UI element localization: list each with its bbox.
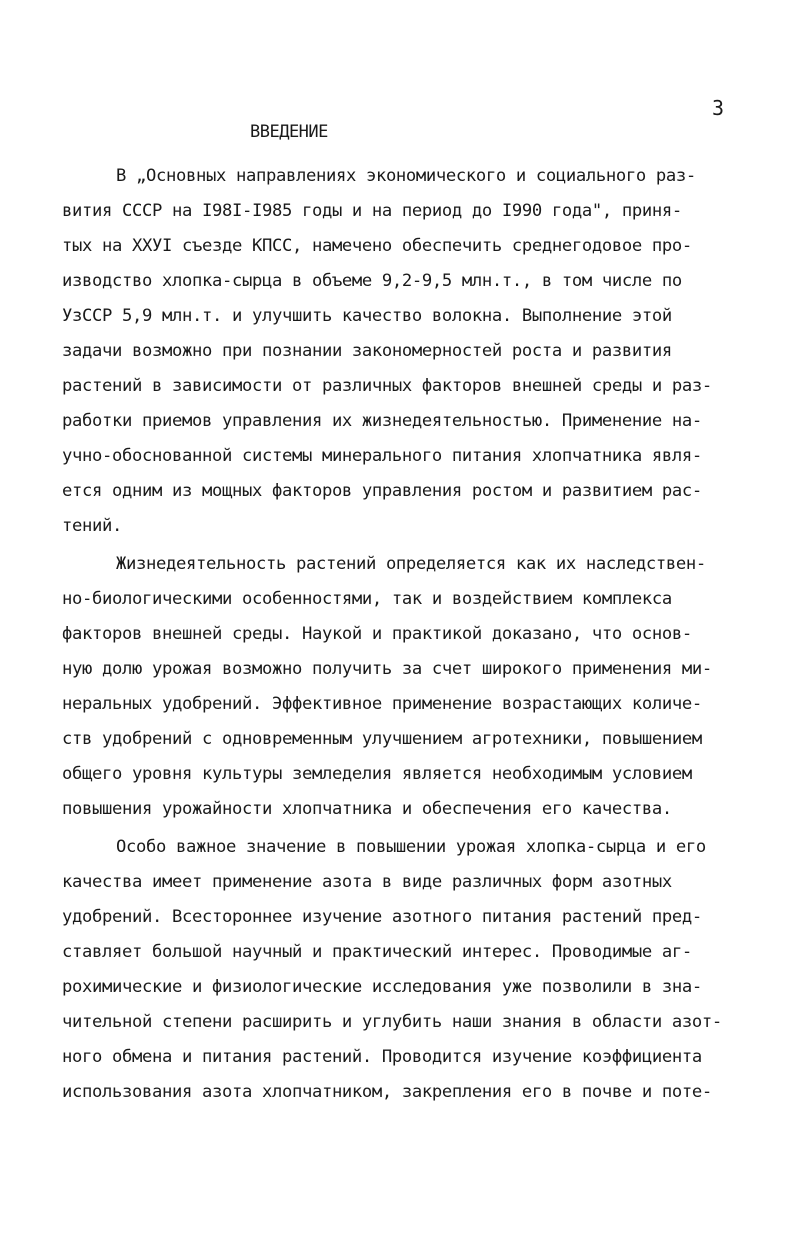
text-line: ного обмена и питания растений. Проводится изучение коэффициента: [62, 1047, 702, 1067]
text-line: тений.: [62, 516, 122, 536]
text-line: работки приемов управления их жизнедеятельностью. Применение на-: [62, 411, 702, 431]
text-line: изводство хлопка-сырца в объеме 9,2-9,5 млн.т., в том числе по: [62, 271, 682, 291]
text-line: Особо важное значение в повышении урожая хлопка-сырца и его: [116, 837, 706, 857]
text-line: задачи возможно при познании закономерностей роста и развития: [62, 341, 672, 361]
text-line: вития СССР на I98I-I985 годы и на период до I990 года", приня-: [62, 201, 682, 221]
text-line: чительной степени расширить и углубить наши знания в области азот-: [62, 1012, 722, 1032]
text-line: но-биологическими особенностями, так и воздействием комплекса: [62, 589, 672, 609]
text-line: ную долю урожая возможно получить за счет широкого применения ми-: [62, 659, 712, 679]
text-line: качества имеет применение азота в виде различных форм азотных: [62, 872, 672, 892]
text-line: рохимические и физиологические исследования уже позволили в зна-: [62, 977, 702, 997]
text-line: ств удобрений с одновременным улучшением агротехники, повышением: [62, 729, 702, 749]
text-line: повышения урожайности хлопчатника и обеспечения его качества.: [62, 799, 672, 819]
text-line: общего уровня культуры земледелия является необходимым условием: [62, 764, 692, 784]
text-line: ставляет большой научный и практический интерес. Проводимые аг-: [62, 942, 692, 962]
page-title: ВВЕДЕНИЕ: [250, 122, 328, 142]
text-line: тых на ХХУI съезде КПСС, намечено обеспечить среднегодовое про-: [62, 236, 692, 256]
text-line: В „Основных направлениях экономического и социального раз-: [116, 166, 696, 186]
text-line: Жизнедеятельность растений определяется как их наследствен-: [116, 554, 706, 574]
text-line: использования азота хлопчатником, закрепления его в почве и поте-: [62, 1082, 712, 1102]
page-number: 3: [712, 96, 725, 120]
text-line: УзССР 5,9 млн.т. и улучшить качество волокна. Выполнение этой: [62, 306, 672, 326]
text-line: учно-обоснованной системы минерального питания хлопчатника явля-: [62, 446, 702, 466]
text-line: неральных удобрений. Эффективное применение возрастающих количе-: [62, 694, 702, 714]
text-line: растений в зависимости от различных факторов внешней среды и раз-: [62, 376, 712, 396]
text-line: удобрений. Всестороннее изучение азотного питания растений пред-: [62, 907, 702, 927]
text-line: ется одним из мощных факторов управления ростом и развитием рас-: [62, 481, 702, 501]
text-line: факторов внешней среды. Наукой и практикой доказано, что основ-: [62, 624, 692, 644]
